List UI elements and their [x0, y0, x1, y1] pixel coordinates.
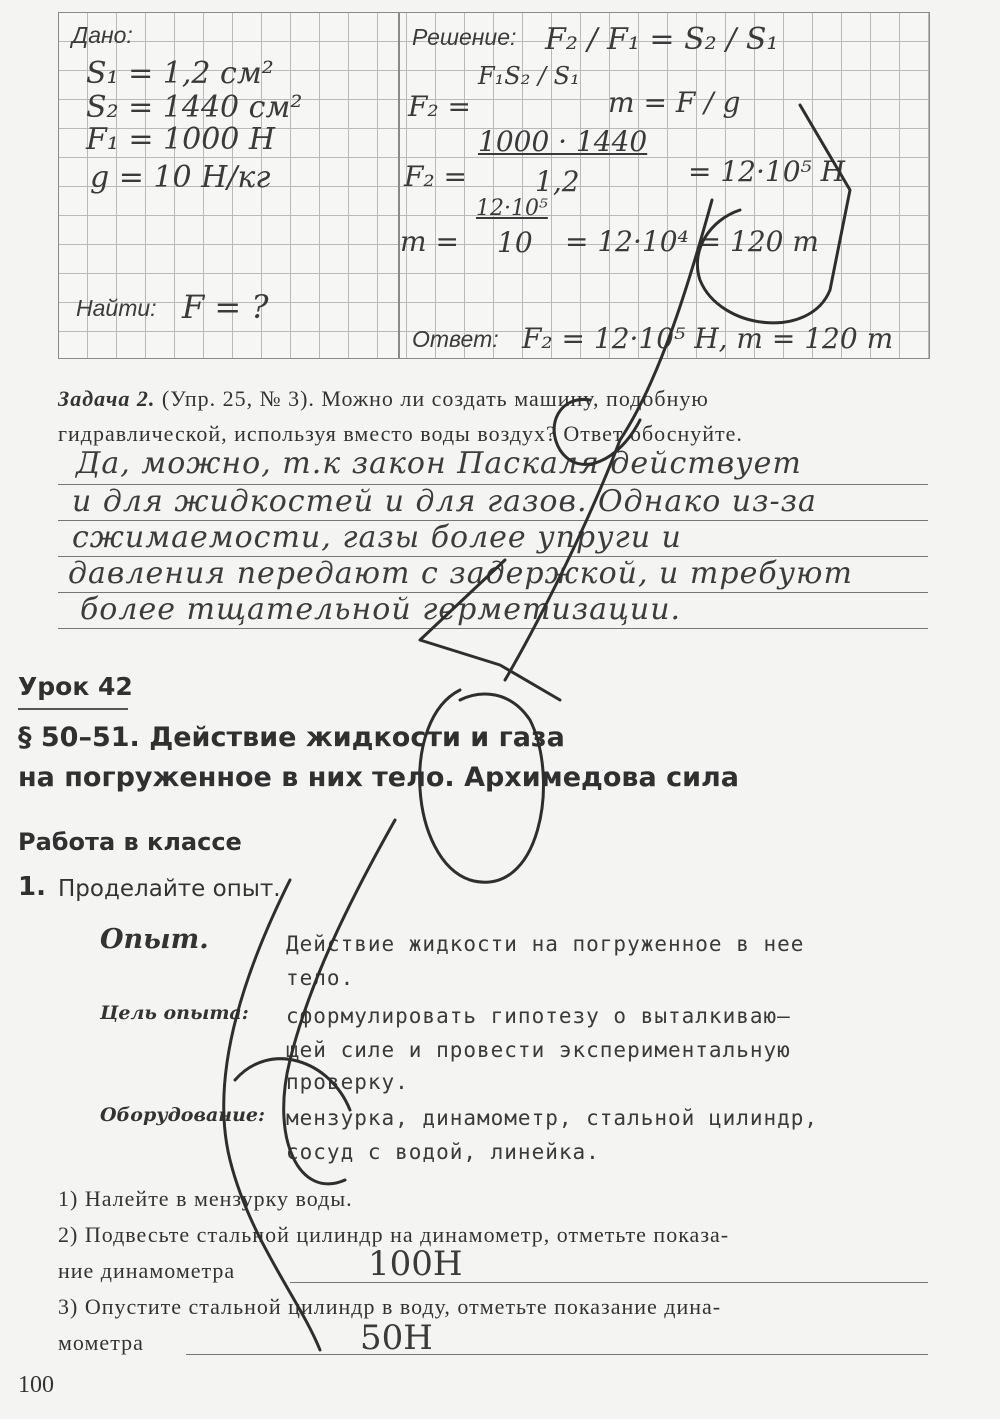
solution-calc-result: = 12·10⁵ Н — [688, 155, 846, 188]
scribble-stroke-d — [420, 560, 560, 700]
page-number: 100 — [18, 1372, 54, 1398]
solution-label: Решение: — [412, 24, 517, 50]
equip-label: Оборудование: — [100, 1104, 266, 1126]
answer-label: Ответ: — [412, 326, 499, 352]
lesson-title-line2: на погруженное в них тело. Архимедова сила — [18, 762, 739, 793]
step-2-line1: 2) Подвесьте стальной цилиндр на динамометр, отметьте показа- — [58, 1222, 730, 1247]
answer-line-5: более тщательной герметизации. — [80, 592, 682, 627]
solution-calc-den: 1,2 — [535, 165, 580, 198]
scribble-stroke-a — [697, 105, 850, 323]
given-g: g = 10 Н/кг — [90, 160, 271, 195]
answer-line-4: давления передают с задержкой, и требуют — [68, 556, 853, 591]
answer-line-2: и для жидкостей и для газов. Однако из-за — [72, 484, 817, 519]
goal-label: Цель опыта: — [100, 1002, 249, 1024]
scribble-stroke-b — [505, 200, 712, 680]
task2-line2: гидравлической, используя вместо воды воздух? Ответ обоснуйте. — [58, 421, 743, 446]
scribble-stroke-c — [554, 399, 640, 464]
goal-line2: щей силе и провести экспериментальную — [286, 1038, 791, 1062]
f2-label-2: F₂ = — [404, 160, 468, 193]
given-label: Дано: — [72, 22, 133, 48]
f2-label-1: F₂ = — [408, 90, 472, 123]
solution-calc-num: 1000 · 1440 — [478, 125, 648, 158]
step-3-line1: 3) Опустите стальной цилиндр в воду, отметьте показание дина- — [58, 1294, 722, 1319]
given-f1: F₁ = 1000 Н — [86, 122, 276, 157]
opyt-line1: Действие жидкости на погруженное в нее — [286, 932, 805, 956]
task2-label: Задача 2. — [58, 386, 156, 411]
item-text: Проделайте опыт. — [58, 876, 281, 902]
step-3-line2: мометра — [58, 1330, 144, 1355]
solution-f2-frac: F₁S₂ / S₁ — [478, 62, 580, 90]
answer-value: F₂ = 12·10⁵ Н, m = 120 т — [522, 322, 894, 355]
section-heading: Работа в классе — [18, 828, 242, 856]
lesson-label: Урок 42 — [18, 672, 133, 701]
solution-m-num: 12·10⁵ — [476, 196, 548, 221]
step-3-answer: 50Н — [360, 1318, 433, 1358]
solution-m-frac: m = F / g — [608, 86, 741, 119]
find-label: Найти: — [76, 295, 157, 321]
answer-line-1: Да, можно, т.к закон Паскаля действует — [76, 446, 802, 481]
goal-line1: сформулировать гипотезу о выталкиваю– — [286, 1004, 791, 1028]
solution-m-den: 10 — [497, 226, 533, 259]
solution-formula: F₂ / F₁ = S₂ / S₁ — [545, 22, 779, 57]
equip-line1: мензурка, динамометр, стальной цилиндр, — [286, 1106, 819, 1130]
given-s2: S₂ = 1440 см² — [86, 90, 303, 125]
goal-line3: проверку. — [286, 1070, 409, 1094]
step-2-line2: ние динамометра — [58, 1258, 236, 1283]
solution-m-result: = 12·10⁴ = 120 т — [565, 225, 819, 258]
step-2-answer: 100Н — [368, 1244, 463, 1284]
opyt-label: Опыт. — [100, 924, 209, 955]
task2-text-1: (Упр. 25, № 3). Можно ли создать машину, подобную — [155, 386, 709, 411]
lesson-title-line1: § 50–51. Действие жидкости и газа — [18, 722, 565, 753]
find-value: F = ? — [182, 288, 269, 326]
scribble-stroke-h — [235, 1059, 350, 1110]
given-s1: S₁ = 1,2 см² — [86, 56, 274, 91]
scribble-stroke-e — [420, 690, 544, 882]
equip-line2: сосуд с водой, линейка. — [286, 1140, 600, 1164]
m-label: m = — [400, 225, 459, 258]
step-1: 1) Налейте в мензурку воды. — [58, 1186, 353, 1211]
opyt-line2: тело. — [286, 966, 355, 990]
item-number: 1. — [18, 872, 46, 902]
answer-line-3: сжимаемости, газы более упруги и — [72, 520, 682, 555]
scribble-stroke-f — [284, 820, 395, 1184]
scribble-stroke-g — [224, 880, 320, 1350]
